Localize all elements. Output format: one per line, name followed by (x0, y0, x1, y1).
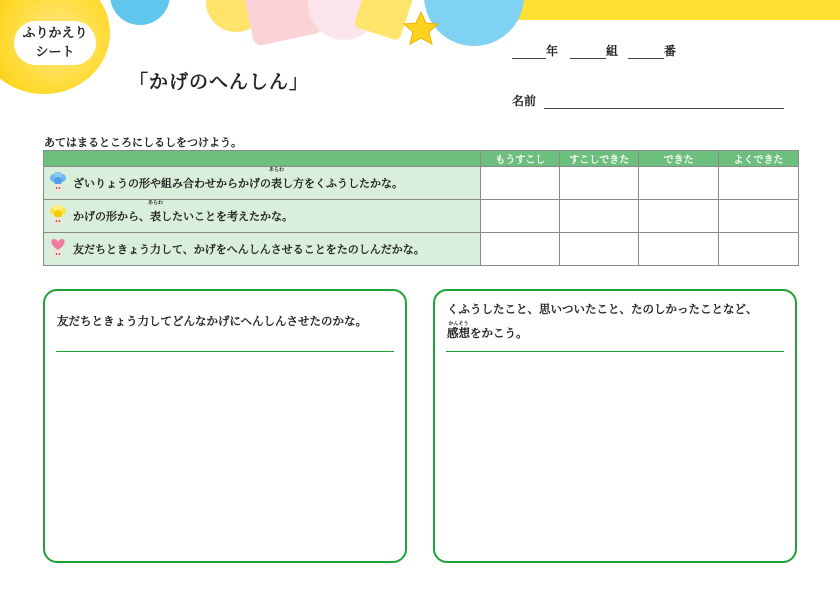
question-1 (44, 167, 481, 200)
rating-cell-3-3[interactable] (639, 233, 719, 266)
number-label: 番 (664, 44, 677, 58)
header-rating-1: もうすこし (481, 151, 560, 167)
rating-cell-1-2[interactable] (560, 167, 639, 200)
question-3 (44, 233, 481, 266)
header-rating-4: よくできた (719, 151, 799, 167)
name-label: 名前 (512, 94, 537, 108)
impressions-ruby: 感想 かんそう (447, 321, 470, 340)
impressions-box[interactable] (433, 289, 797, 563)
question-1-text-b: し方をくふうしたかな。 (282, 177, 403, 190)
rating-cell-1-3[interactable] (639, 167, 719, 200)
rating-cell-3-2[interactable] (560, 233, 639, 266)
question-1-text-a: ざいりょうの形や組み合わせからかげの (73, 177, 271, 190)
year-label: 年 (546, 44, 559, 58)
class-field[interactable] (570, 42, 618, 59)
table-row (44, 167, 799, 200)
rating-cell-2-3[interactable] (639, 200, 719, 233)
class-label: 組 (606, 44, 619, 58)
rating-cell-3-1[interactable] (481, 233, 560, 266)
rating-cell-1-4[interactable] (719, 167, 799, 200)
rating-cell-2-4[interactable] (719, 200, 799, 233)
question-2 (44, 200, 481, 233)
number-field[interactable] (628, 42, 676, 59)
question-2-ruby: 表 あらわ (147, 200, 164, 223)
rating-cell-1-1[interactable] (481, 167, 560, 200)
decorative-header-shapes (0, 0, 840, 60)
rating-cell-2-2[interactable] (560, 200, 639, 233)
page-title: 「かげのへんしん」 (129, 71, 310, 93)
name-field[interactable] (512, 92, 784, 109)
friends-reflection-prompt: 友だちときょう力してどんなかげにへんしんさせたのかな。 (57, 314, 368, 328)
impressions-prompt-line2: をかこう。 (470, 326, 528, 340)
instruction-text: あてはまるところにしるしをつけよう。 (44, 136, 242, 149)
divider-line (446, 351, 784, 352)
header-rating-3: できた (639, 151, 719, 167)
question-3-text: 友だちときょう力して、かげをへんしんさせることをたのしんだかな。 (73, 243, 425, 256)
question-2-text-b: したいことを考えたかな。 (161, 210, 293, 223)
sheet-badge-label (14, 21, 96, 65)
badge-line2: シート (35, 45, 75, 60)
divider-line (56, 351, 394, 352)
header-blank (44, 151, 481, 167)
impressions-prompt (447, 299, 758, 343)
table-header-row (44, 151, 799, 167)
friends-reflection-box[interactable] (43, 289, 407, 563)
blue-flower-icon (48, 172, 68, 194)
impressions-prompt-line1: くふうしたこと、思いついたこと、たのしかったことなど、 (447, 302, 758, 316)
table-row (44, 233, 799, 266)
table-row (44, 200, 799, 233)
header-rating-2: すこしできた (560, 151, 639, 167)
rating-cell-3-4[interactable] (719, 233, 799, 266)
year-field[interactable] (512, 42, 558, 59)
yellow-flower-icon (48, 205, 68, 227)
badge-line1: ふりかえり (22, 26, 88, 41)
question-2-text-a: かげの形から、 (73, 210, 150, 223)
question-1-ruby: 表 あらわ (268, 167, 285, 190)
rating-cell-2-1[interactable] (481, 200, 560, 233)
pink-heart-icon (48, 238, 68, 260)
self-assessment-table (43, 150, 799, 266)
